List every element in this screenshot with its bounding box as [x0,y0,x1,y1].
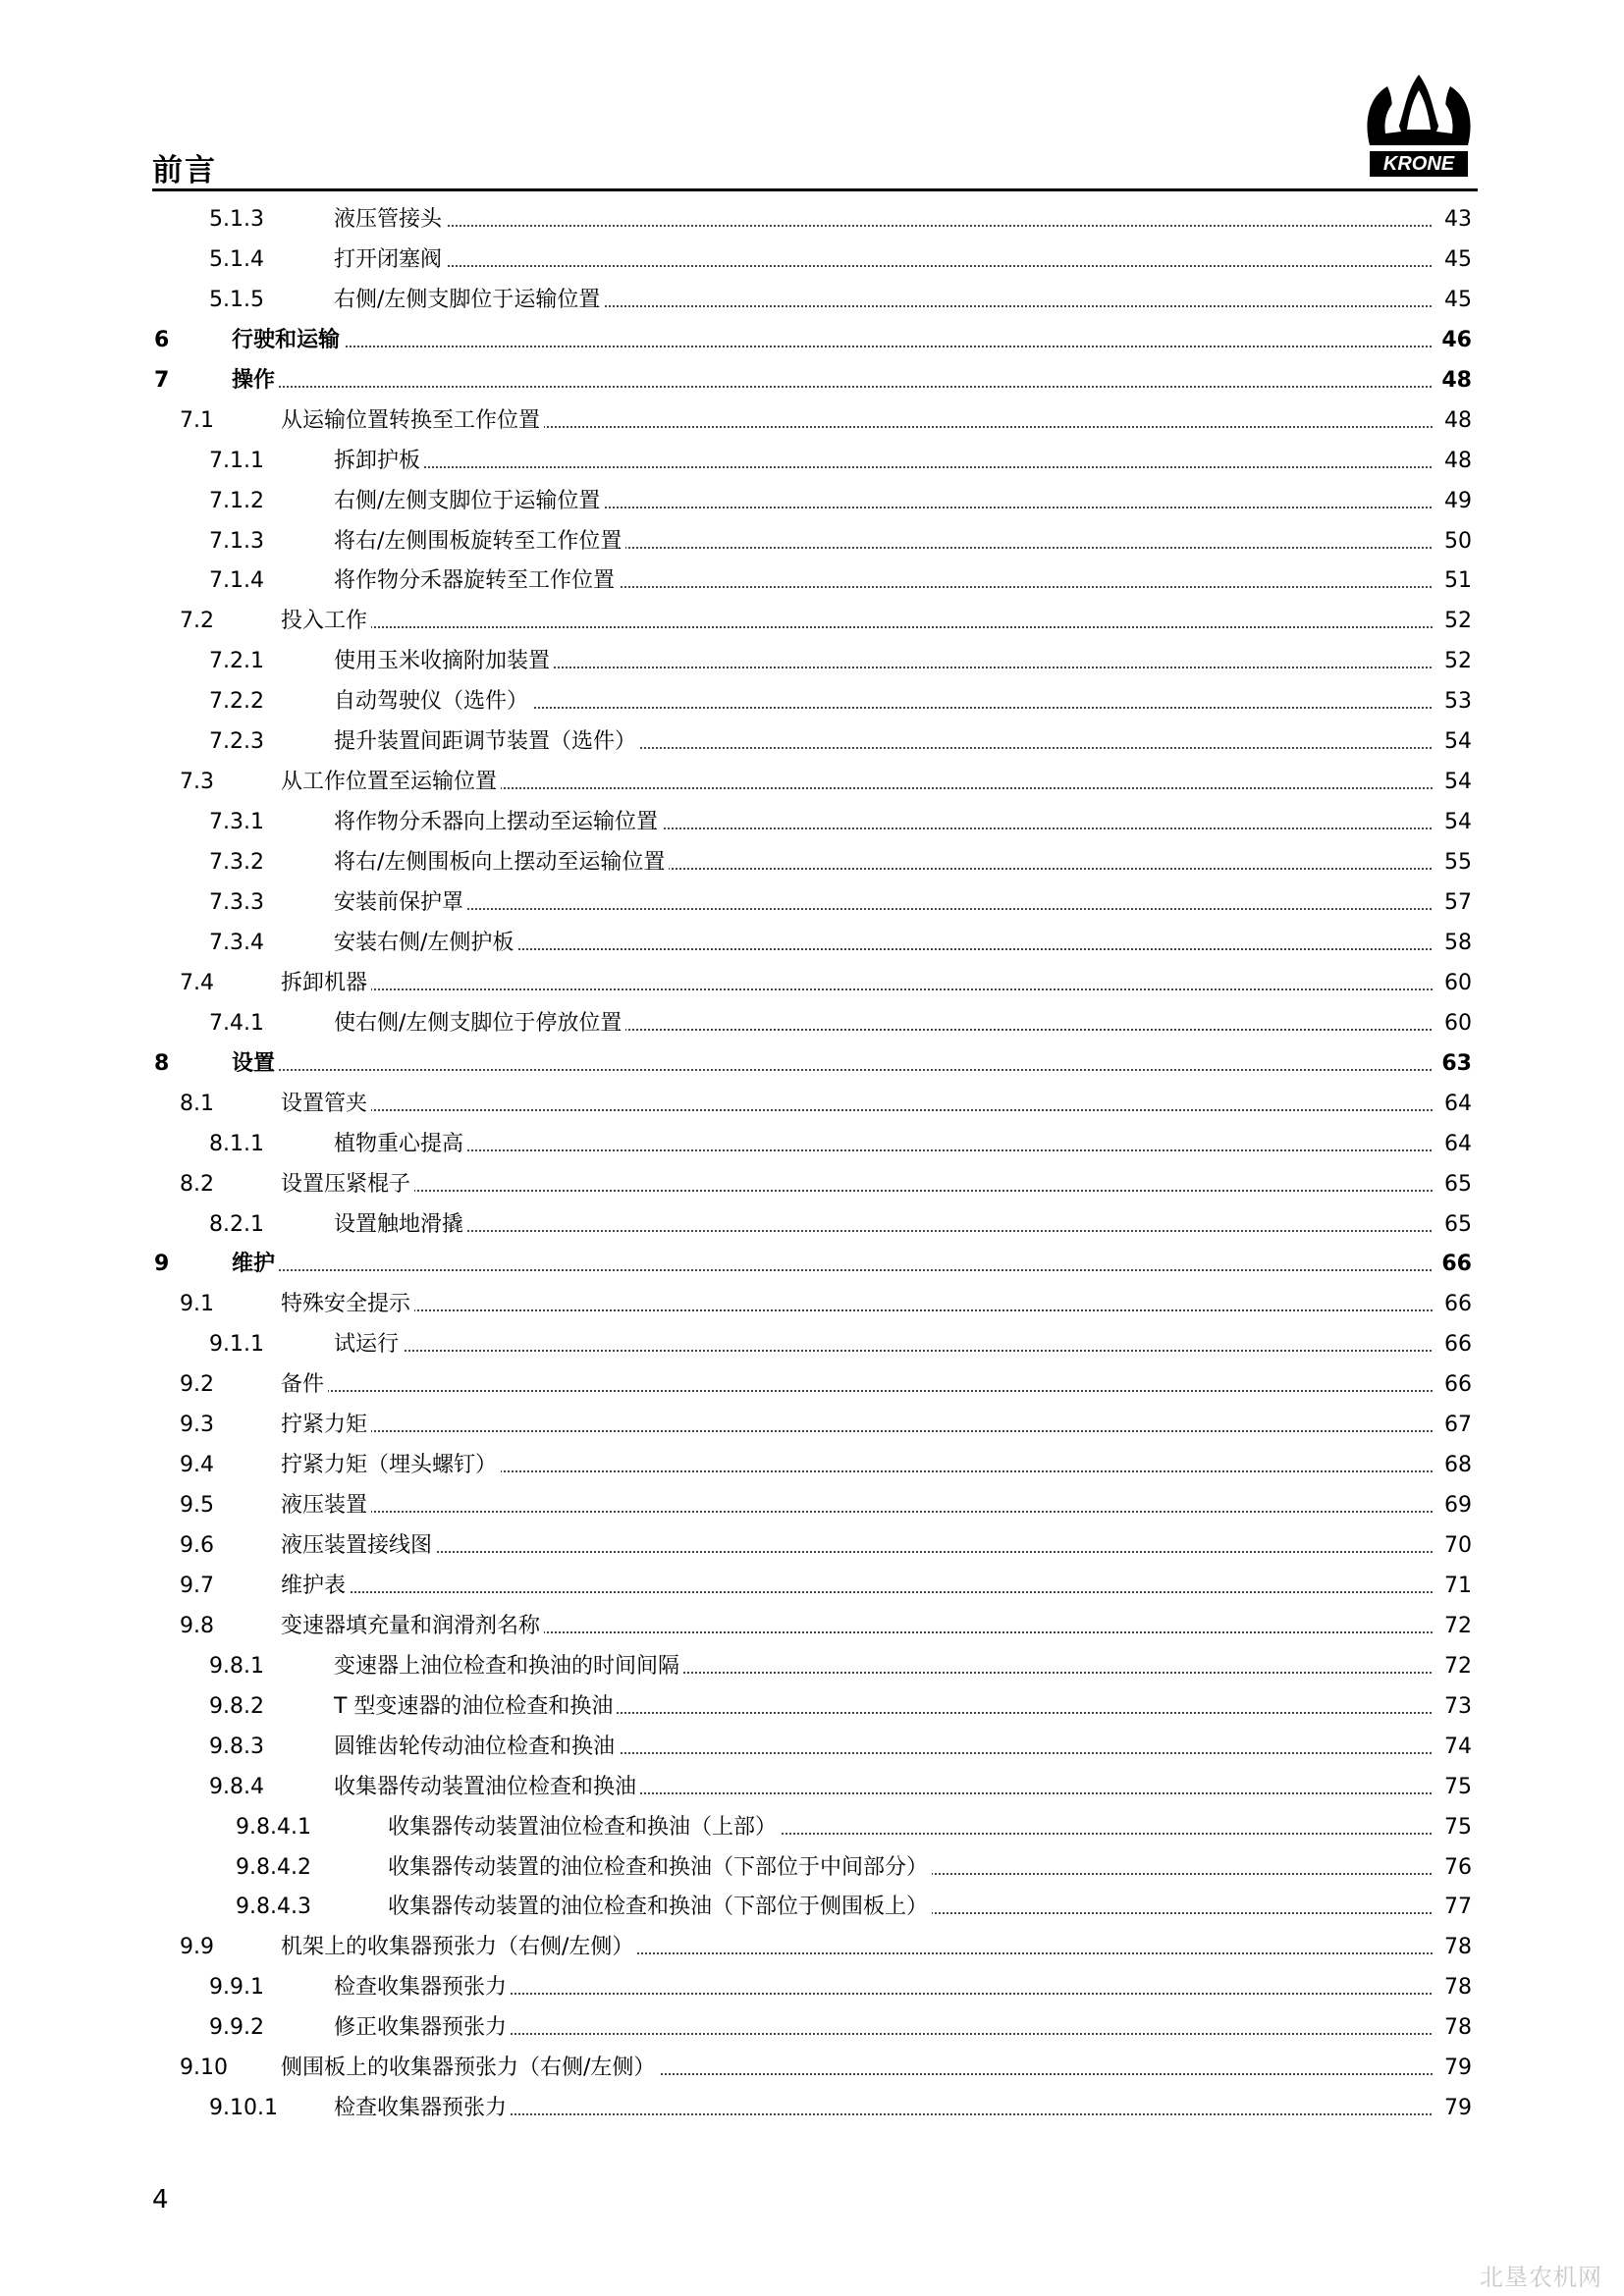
toc-entry-number: 9.2 [180,1372,214,1398]
toc-entry-page: 66 [1433,1290,1472,1319]
toc-entry-title: 设置压紧棍子 [281,1170,414,1200]
toc-entry[interactable] [0,768,1624,797]
toc-entry-page: 48 [1433,406,1472,436]
toc-entry-page: 49 [1433,487,1472,516]
toc-entry-page: 75 [1433,1773,1472,1802]
toc-entry-title: 将作物分禾器向上摆动至运输位置 [334,808,662,837]
toc-entry-number: 7.4 [180,970,214,995]
toc-entry-title: 备件 [281,1370,328,1400]
toc-entry-page: 76 [1433,1853,1472,1883]
toc-entry-title: 从运输位置转换至工作位置 [281,406,544,436]
toc-entry[interactable] [0,1933,1624,1962]
toc-entry[interactable] [0,1572,1624,1601]
toc-entry[interactable] [0,1090,1624,1119]
toc-entry-number: 9.8.2 [209,1693,264,1719]
toc-entry-title: 收集器传动装置油位检查和换油 [334,1773,640,1802]
toc-entry-number: 9.8.4.3 [236,1895,311,1920]
toc-entry-page: 64 [1433,1090,1472,1119]
toc-entry[interactable] [0,406,1624,436]
toc-dot-leader [334,1148,1435,1151]
toc-entry[interactable] [0,2094,1624,2123]
toc-entry-title: 安装右侧/左侧护板 [334,929,517,958]
toc-entry-title: 修正收集器预张力 [334,2013,511,2043]
toc-entry-page: 78 [1433,2013,1472,2043]
toc-entry-title: T 型变速器的油位检查和换油 [334,1692,617,1722]
toc-dot-leader [281,988,1435,990]
toc-entry-page: 54 [1433,808,1472,837]
toc-entry-number: 5.1.4 [209,246,264,272]
toc-entry-page: 48 [1433,366,1472,396]
toc-entry[interactable] [0,1491,1624,1521]
toc-entry[interactable] [0,245,1624,275]
toc-entry[interactable] [0,1210,1624,1240]
toc-dot-leader [232,1268,1435,1271]
toc-entry-page: 75 [1433,1813,1472,1842]
toc-entry-page: 45 [1433,245,1472,275]
toc-entry-title: 收集器传动装置的油位检查和换油（下部位于侧围板上） [388,1893,932,1922]
toc-entry[interactable] [0,1290,1624,1319]
toc-entry-number: 8 [154,1050,170,1076]
page-title: 前言 [152,153,217,188]
toc-entry-number: 9.8.3 [209,1734,264,1759]
toc-dot-leader [281,1429,1435,1432]
toc-entry-page: 65 [1433,1170,1472,1200]
toc-entry-page: 79 [1433,2054,1472,2083]
toc-entry[interactable] [0,1652,1624,1682]
toc-dot-leader [232,385,1435,388]
toc-entry-page: 79 [1433,2094,1472,2123]
toc-entry[interactable] [0,447,1624,476]
toc-entry-page: 46 [1433,326,1472,355]
toc-entry-number: 8.2 [180,1171,214,1197]
toc-entry-number: 9.6 [180,1533,214,1559]
toc-entry-number: 7.3.2 [209,850,264,876]
toc-entry-title: 维护 [232,1250,279,1279]
toc-dot-leader [334,1229,1435,1232]
toc-entry-title: 检查收集器预张力 [334,2094,511,2123]
toc-entry-title: 使右侧/左侧支脚位于停放位置 [334,1009,625,1039]
toc-entry-title: 将右/左侧围板向上摆动至运输位置 [334,848,669,878]
toc-entry-page: 66 [1433,1330,1472,1360]
toc-entry[interactable] [0,566,1624,596]
toc-entry[interactable] [0,929,1624,958]
toc-entry-page: 48 [1433,447,1472,476]
toc-entry-page: 54 [1433,768,1472,797]
toc-dot-leader [334,465,1435,468]
toc-entry-number: 9.4 [180,1453,214,1478]
toc-entry-title: 变速器上油位检查和换油的时间间隔 [334,1652,683,1682]
toc-entry-page: 72 [1433,1652,1472,1682]
toc-entry-title: 设置触地滑撬 [334,1210,467,1240]
toc-entry-page: 78 [1433,1973,1472,2002]
toc-entry-page: 77 [1433,1893,1472,1922]
toc-entry-number: 9.8.4 [209,1774,264,1799]
toc-entry-page: 68 [1433,1451,1472,1480]
toc-entry[interactable] [0,687,1624,717]
toc-entry[interactable] [0,326,1624,355]
toc-entry-number: 9.8.4.1 [236,1814,311,1840]
toc-entry-page: 52 [1433,647,1472,676]
toc-entry-title: 拆卸护板 [334,447,424,476]
toc-entry-title: 使用玉米收摘附加装置 [334,647,554,676]
toc-entry-page: 54 [1433,727,1472,757]
toc-entry[interactable] [0,1130,1624,1159]
toc-entry[interactable] [0,487,1624,516]
toc-entry-title: 设置管夹 [281,1090,371,1119]
toc-entry[interactable] [0,1170,1624,1200]
toc-entry-page: 67 [1433,1411,1472,1440]
toc-dot-leader [334,907,1435,910]
toc-entry[interactable] [0,1813,1624,1842]
toc-entry-page: 55 [1433,848,1472,878]
toc-entry-number: 8.1 [180,1091,214,1116]
toc-dot-leader [281,1510,1435,1513]
toc-entry-title: 安装前保护罩 [334,888,467,918]
toc-entry[interactable] [0,1893,1624,1922]
toc-entry-number: 9.9.1 [209,1975,264,2001]
toc-entry-number: 7.2.1 [209,649,264,674]
toc-entry-page: 45 [1433,286,1472,315]
toc-entry[interactable] [0,1049,1624,1079]
toc-entry-number: 9.10.1 [209,2096,278,2121]
toc-entry[interactable] [0,727,1624,757]
toc-dot-leader [281,1308,1435,1311]
toc-entry-number: 9.9 [180,1935,214,1960]
toc-entry-title: 自动驾驶仪（选件） [334,687,532,717]
toc-entry[interactable] [0,607,1624,636]
toc-entry[interactable] [0,1773,1624,1802]
toc-entry-number: 6 [154,327,170,352]
toc-entry-page: 78 [1433,1933,1472,1962]
toc-entry-page: 43 [1433,205,1472,235]
toc-entry-number: 5.1.3 [209,207,264,232]
toc-dot-leader [281,1189,1435,1192]
toc-entry-title: 液压装置 [281,1491,371,1521]
toc-entry[interactable] [0,205,1624,235]
toc-entry[interactable] [0,1451,1624,1480]
toc-entry-page: 71 [1433,1572,1472,1601]
toc-entry-number: 5.1.5 [209,287,264,312]
toc-dot-leader [281,625,1435,628]
toc-entry-page: 52 [1433,607,1472,636]
toc-entry-number: 7.1.4 [209,568,264,594]
toc-entry[interactable] [0,1531,1624,1561]
toc-entry-number: 7.1.1 [209,448,264,473]
toc-entry[interactable] [0,1733,1624,1762]
toc-entry-page: 57 [1433,888,1472,918]
toc-entry-page: 53 [1433,687,1472,717]
toc-entry-number: 7.3.4 [209,930,264,955]
toc-entry-title: 打开闭塞阀 [334,245,446,275]
toc-entry-title: 液压装置接线图 [281,1531,436,1561]
toc-entry[interactable] [0,527,1624,557]
toc-entry-number: 9.1 [180,1292,214,1317]
toc-dot-leader [232,345,1435,347]
toc-entry-title: 行驶和运输 [232,326,344,355]
toc-entry-number: 7 [154,367,170,393]
toc-dot-leader [281,1590,1435,1593]
toc-entry[interactable] [0,1009,1624,1039]
toc-entry[interactable] [0,647,1624,676]
toc-entry-page: 73 [1433,1692,1472,1722]
toc-entry-number: 7.3.3 [209,889,264,915]
toc-entry[interactable] [0,1853,1624,1883]
toc-entry-number: 9.5 [180,1493,214,1519]
toc-entry-page: 69 [1433,1491,1472,1521]
logo-text: KRONE [1382,153,1455,175]
toc-entry-title: 从工作位置至运输位置 [281,768,501,797]
toc-entry-number: 9.3 [180,1413,214,1438]
toc-entry[interactable] [0,808,1624,837]
toc-entry-page: 64 [1433,1130,1472,1159]
toc-entry-page: 60 [1433,1009,1472,1039]
toc-entry-number: 8.1.1 [209,1131,264,1156]
toc-entry-title: 检查收集器预张力 [334,1973,511,2002]
toc-entry[interactable] [0,1411,1624,1440]
toc-entry-page: 72 [1433,1612,1472,1641]
toc-entry-page: 66 [1433,1250,1472,1279]
toc-entry-number: 9.7 [180,1573,214,1598]
toc-entry-title: 操作 [232,366,279,396]
toc-entry-number: 7.1.2 [209,488,264,513]
toc-dot-leader [281,1108,1435,1111]
toc-entry-title: 维护表 [281,1572,350,1601]
toc-entry-number: 9.10 [180,2056,228,2081]
toc-entry[interactable] [0,888,1624,918]
toc-dot-leader [232,1068,1435,1071]
toc-entry-number: 7.3 [180,770,214,795]
toc-entry-page: 63 [1433,1049,1472,1079]
toc-dot-leader [334,224,1435,227]
toc-entry-number: 9 [154,1252,170,1277]
toc-entry-page: 50 [1433,527,1472,557]
toc-entry-title: 将作物分禾器旋转至工作位置 [334,566,619,596]
toc-entry[interactable] [0,848,1624,878]
toc-entry-title: 拧紧力矩 [281,1411,371,1440]
toc-entry-page: 51 [1433,566,1472,596]
toc-entry-number: 7.1.3 [209,528,264,554]
toc-entry-title: 侧围板上的收集器预张力（右侧/左侧） [281,2054,659,2083]
page-number: 4 [152,2185,169,2215]
toc-entry[interactable] [0,1973,1624,2002]
toc-entry-number: 9.9.2 [209,2015,264,2041]
toc-entry-title: 液压管接头 [334,205,446,235]
toc-entry-page: 74 [1433,1733,1472,1762]
toc-entry-title: 将右/左侧围板旋转至工作位置 [334,527,625,557]
toc-entry-title: 设置 [232,1049,279,1079]
toc-entry-title: 植物重心提高 [334,1130,467,1159]
toc-entry[interactable] [0,2013,1624,2043]
toc-entry[interactable] [0,1612,1624,1641]
toc-entry-title: 右侧/左侧支脚位于运输位置 [334,487,604,516]
toc-entry-number: 7.2 [180,609,214,634]
toc-entry-title: 右侧/左侧支脚位于运输位置 [334,286,604,315]
toc-entry[interactable] [0,1250,1624,1279]
toc-entry-number: 8.2.1 [209,1211,264,1237]
toc-entry-page: 66 [1433,1370,1472,1400]
toc-entry[interactable] [0,2054,1624,2083]
toc-entry[interactable] [0,1370,1624,1400]
toc-entry-number: 9.1.1 [209,1332,264,1358]
toc-entry-number: 9.8 [180,1613,214,1638]
toc-entry-number: 9.8.4.2 [236,1854,311,1880]
toc-entry-page: 65 [1433,1210,1472,1240]
toc-entry-page: 60 [1433,969,1472,998]
toc-entry-number: 7.2.2 [209,689,264,715]
toc-entry-number: 7.1 [180,407,214,433]
toc-dot-leader [281,1550,1435,1553]
toc-entry-title: 拆卸机器 [281,969,371,998]
toc-entry-title: 收集器传动装置油位检查和换油（上部） [388,1813,781,1842]
toc-entry[interactable] [0,969,1624,998]
toc-dot-leader [334,1349,1435,1352]
toc-entry-number: 7.4.1 [209,1010,264,1036]
toc-entry-title: 圆锥齿轮传动油位检查和换油 [334,1733,619,1762]
toc-entry-title: 收集器传动装置的油位检查和换油（下部位于中间部分） [388,1853,932,1883]
toc-entry-title: 特殊安全提示 [281,1290,414,1319]
toc-entry[interactable] [0,366,1624,396]
toc-entry[interactable] [0,286,1624,315]
toc-entry-title: 试运行 [334,1330,403,1360]
toc-entry-page: 70 [1433,1531,1472,1561]
toc-entry-title: 投入工作 [281,607,371,636]
toc-entry[interactable] [0,1692,1624,1722]
toc-dot-leader [281,1389,1435,1392]
toc-entry-number: 9.8.1 [209,1653,264,1679]
toc-entry-title: 拧紧力矩（埋头螺钉） [281,1451,501,1480]
watermark: 北垦农机网 [1480,2264,1602,2291]
toc-entry-title: 变速器填充量和润滑剂名称 [281,1612,544,1641]
toc-entry-number: 7.3.1 [209,810,264,835]
toc-entry[interactable] [0,1330,1624,1360]
toc-entry-page: 58 [1433,929,1472,958]
toc-entry-title: 提升装置间距调节装置（选件） [334,727,640,757]
toc-dot-leader [334,264,1435,267]
toc-entry-number: 7.2.3 [209,729,264,755]
toc-entry-title: 机架上的收集器预张力（右侧/左侧） [281,1933,637,1962]
